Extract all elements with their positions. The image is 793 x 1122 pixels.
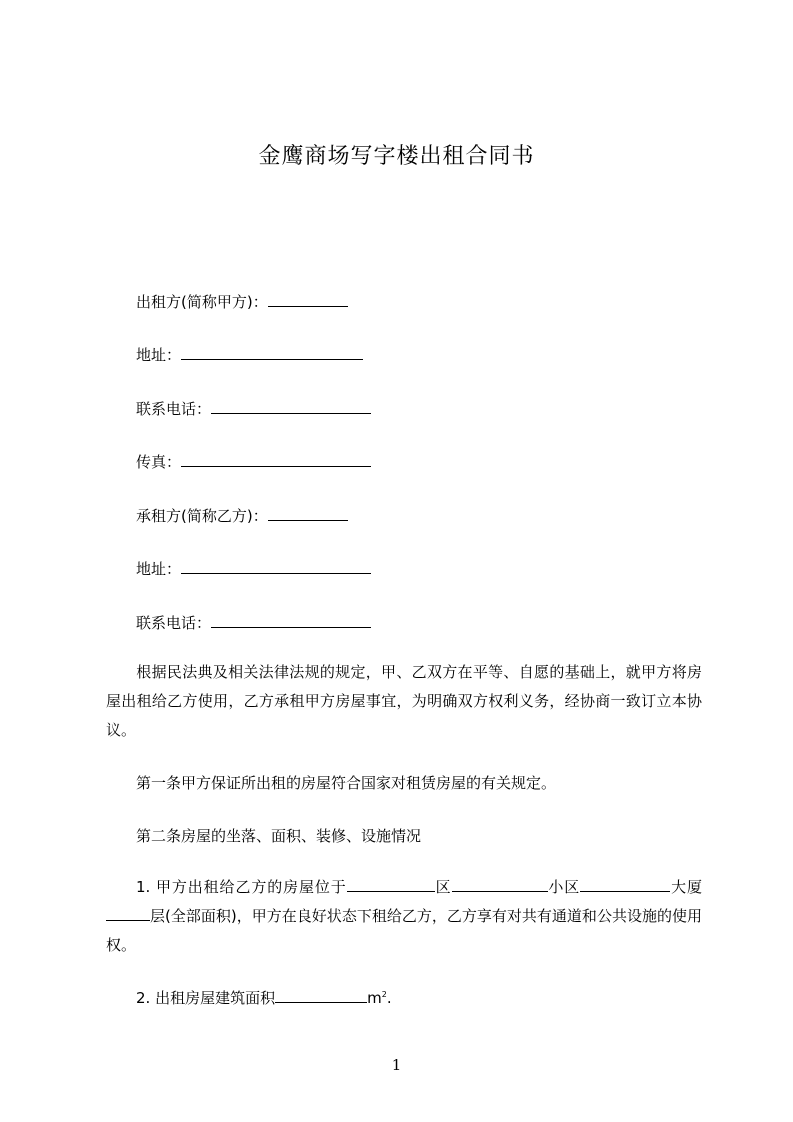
lessor-phone-line <box>136 399 371 419</box>
lessee-phone-label: 联系电话： <box>136 614 212 632</box>
article-1: 第一条甲方保证所出租的房屋符合国家对租赁房屋的有关规定。 <box>136 774 557 792</box>
preamble-text: 根据民法典及相关法律法规的规定，甲、乙双方在平等、自愿的基础上，就甲方将房屋出租给乙方使用，乙方承租甲方房屋事宜，为明确双方权利义务，经协商一致订立本协议。 <box>106 663 702 739</box>
document-title: 金鹰商场写字楼出租合同书 <box>258 144 535 169</box>
lessor-phone-blank[interactable] <box>211 399 371 414</box>
area-unit: m <box>367 989 382 1007</box>
lessor-line <box>136 292 348 312</box>
clause-1-text: 1. 甲方出租给乙方的房屋位于 <box>136 878 347 896</box>
clause-2-line <box>136 985 392 1008</box>
lessor-fax-line <box>136 452 371 472</box>
lessor-label: 出租方(简称甲方)： <box>136 293 268 311</box>
floor-text: 层(全部面积)，甲方在良好状态下租给乙方，乙方享有对共有通道和公共设施的使用权。 <box>106 907 702 954</box>
lessor-blank[interactable] <box>268 292 348 307</box>
community-label: 小区 <box>547 878 581 896</box>
community-blank[interactable] <box>452 877 548 892</box>
lessee-address-label: 地址： <box>136 560 182 578</box>
lessee-line <box>136 506 348 526</box>
lessor-address-label: 地址： <box>136 346 182 364</box>
lessee-address-blank[interactable] <box>181 559 371 574</box>
floor-blank[interactable] <box>106 906 150 921</box>
area-unit-sup: 2 <box>381 990 387 999</box>
area-blank[interactable] <box>275 988 367 1003</box>
page-number: 1 <box>391 1056 402 1074</box>
article-2: 第二条房屋的坐落、面积、装修、设施情况 <box>136 827 422 845</box>
lessor-address-blank[interactable] <box>181 345 363 360</box>
clause-2-text: 2. 出租房屋建筑面积 <box>136 989 276 1007</box>
lessor-phone-label: 联系电话： <box>136 400 212 418</box>
lessee-phone-line <box>136 613 371 633</box>
district-label: 区 <box>434 878 452 896</box>
building-label: 大厦 <box>670 878 702 896</box>
clause-1-paragraph <box>106 873 702 960</box>
district-blank[interactable] <box>347 877 435 892</box>
lessee-blank[interactable] <box>268 506 348 521</box>
clause-2-end: . <box>386 989 392 1007</box>
lessee-phone-blank[interactable] <box>211 613 371 628</box>
building-blank[interactable] <box>580 877 670 892</box>
lessor-address-line <box>136 345 363 365</box>
preamble-paragraph <box>106 658 702 745</box>
lessee-address-line <box>136 559 371 579</box>
lessor-fax-blank[interactable] <box>181 452 371 467</box>
lessee-label: 承租方(简称乙方)： <box>136 507 268 525</box>
lessor-fax-label: 传真： <box>136 453 182 471</box>
